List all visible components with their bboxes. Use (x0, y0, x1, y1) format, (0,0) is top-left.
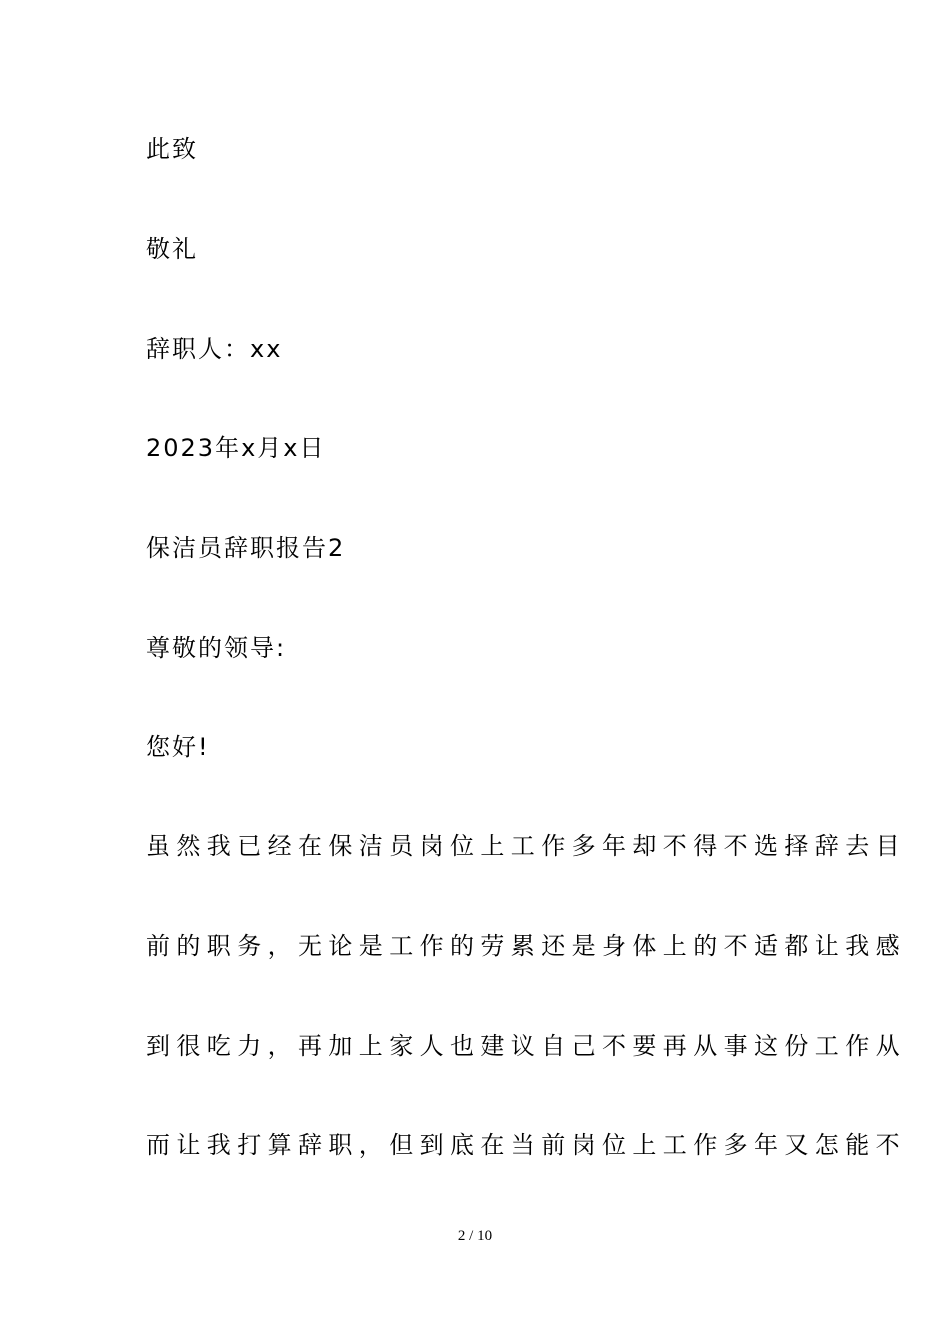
body-paragraph-line: 前的职务，无论是工作的劳累还是身体上的不适都让我感 (146, 932, 906, 960)
signature-line: 辞职人：xx (146, 335, 283, 363)
body-paragraph-line: 虽然我已经在保洁员岗位上工作多年却不得不选择辞去目 (146, 832, 906, 860)
date-line: 2023年x月x日 (146, 434, 326, 462)
closing-line-1: 此致 (146, 135, 198, 163)
body-paragraph-line: 而让我打算辞职，但到底在当前岗位上工作多年又怎能不 (146, 1131, 906, 1159)
page-number: 2 / 10 (457, 1228, 493, 1244)
greeting: 您好! (146, 733, 210, 761)
salutation: 尊敬的领导: (146, 634, 287, 662)
section-title: 保洁员辞职报告2 (146, 534, 346, 562)
closing-line-2: 敬礼 (146, 235, 198, 263)
body-paragraph-line: 到很吃力，再加上家人也建议自己不要再从事这份工作从 (146, 1032, 906, 1060)
